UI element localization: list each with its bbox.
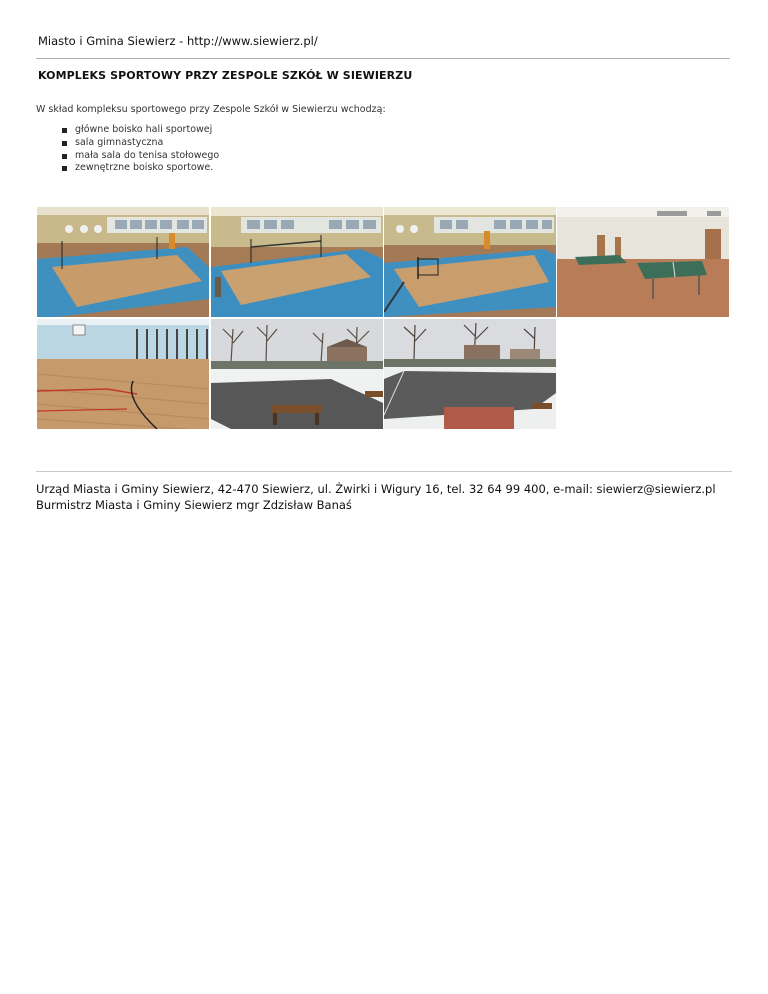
photo-image (557, 207, 729, 317)
footer-mayor: Burmistrz Miasta i Gminy Siewierz mgr Zdzisław Banaś (36, 498, 352, 512)
facility-list (60, 124, 219, 175)
list-item (60, 124, 219, 137)
photo-outdoor-field-2[interactable] (384, 319, 556, 429)
bullet-icon (62, 128, 67, 133)
photo-image (37, 319, 209, 429)
photo-image (384, 319, 556, 429)
list-item-label: sala gimnastyczna (75, 136, 164, 148)
photo-image (37, 207, 209, 317)
bullet-icon (62, 166, 67, 171)
photo-gallery (37, 207, 729, 429)
photo-table-tennis-room[interactable] (557, 207, 729, 317)
list-item-label: zewnętrzne boisko sportowe. (75, 162, 214, 174)
bullet-icon (62, 141, 67, 146)
photo-sports-hall-3[interactable] (384, 207, 556, 317)
photo-gymnasium[interactable] (37, 319, 209, 429)
photo-outdoor-field-1[interactable] (211, 319, 383, 429)
header-divider (36, 58, 730, 59)
page-title: KOMPLEKS SPORTOWY PRZY ZESPOLE SZKÓŁ W SIEWIERZU (38, 69, 413, 82)
bullet-icon (62, 154, 67, 159)
photo-sports-hall-2[interactable] (211, 207, 383, 317)
photo-image (211, 207, 383, 317)
list-item (60, 137, 219, 150)
list-item-label: główne boisko hali sportowej (75, 124, 213, 135)
list-item (60, 162, 219, 175)
intro-text: W skład kompleksu sportowego przy Zespole Szkół w Siewierzu wchodzą: (36, 104, 386, 115)
list-item-label: mała sala do tenisa stołowego (75, 149, 220, 161)
footer-divider (36, 471, 732, 472)
list-item (60, 150, 219, 163)
photo-sports-hall-1[interactable] (37, 207, 209, 317)
photo-image (211, 319, 383, 429)
photo-image (384, 207, 556, 317)
footer-address: Urząd Miasta i Gminy Siewierz, 42-470 Siewierz, ul. Żwirki i Wigury 16, tel. 32 64 99 400, e-mail: siewierz@siewierz.pl (36, 482, 716, 496)
site-header: Miasto i Gmina Siewierz - http://www.siewierz.pl/ (38, 34, 318, 48)
